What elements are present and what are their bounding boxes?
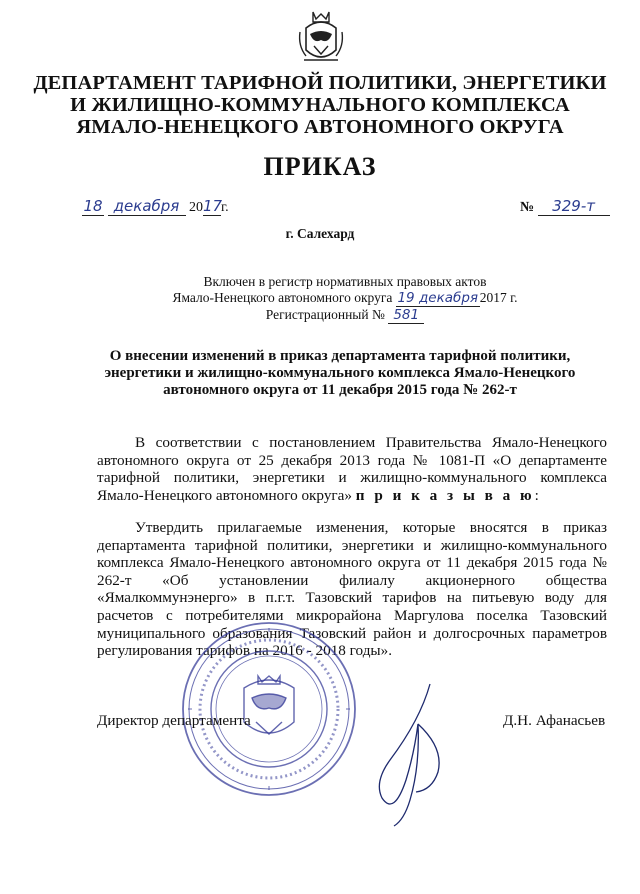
body-paragraph-1-text: В соответствии с постановлением Правительства Ямало-Ненецкого автономного округа от 25 декабря 2013 года № 1081-П «О департаменте тарифной политики, энергетики и жилищно-коммунального комплекса Ямало-Ненецкого автономного округа» <box>97 434 607 504</box>
order-number-value: 329-т <box>538 197 610 216</box>
department-name-line: И ЖИЛИЩНО-КОММУНАЛЬНОГО КОМПЛЕКСА <box>70 94 570 116</box>
registration-number: 581 <box>388 307 424 324</box>
body-paragraph-1-end: : <box>534 486 539 504</box>
order-date-year-suffix: 17 <box>203 197 223 215</box>
city: г. Салехард <box>285 226 355 241</box>
order-date-year-unit: г. <box>221 200 229 215</box>
registration-line-2 <box>150 290 540 307</box>
department-name <box>0 72 640 138</box>
registration-region: Ямало-Ненецкого автономного округа <box>172 290 393 305</box>
department-name-line: ЯМАЛО-НЕНЕЦКОГО АВТОНОМНОГО ОКРУГА <box>76 116 564 138</box>
body-paragraph-2: Утвердить прилагаемые изменения, которые вносятся в приказ департамента тарифной политики, энергетики и жилищно-коммунального комплекса Ямало-Ненецкого автономного округа от 11 декабря 2015 года № 262-т «Об установлении филиалу акционерного общества «Ямалкоммунэнерго» в п.г.т. Тазовский тарифов на питьевую воду для расчетов с потребителями микрорайона Маргулова поселка Тазовский муниципального образования Тазовский район и долгосрочных параметров регулирования тарифов на 2016 - 2018 годы». <box>97 519 607 660</box>
order-word: п р и к а з ы в а ю <box>355 486 535 504</box>
registration-line-1: Включен в регистр нормативных правовых актов <box>203 274 487 289</box>
official-seal-icon <box>178 618 360 800</box>
registration-number-label: Регистрационный № <box>265 307 385 322</box>
order-date-month: декабря <box>108 197 186 216</box>
registration-year: 2017 г. <box>479 290 518 305</box>
registration-block <box>150 274 540 324</box>
order-subject: О внесении изменений в приказ департамента тарифной политики, энергетики и жилищно-коммунального комплекса Ямало-Ненецкого автономного округа от 11 декабря 2015 года № 262-т <box>104 348 576 398</box>
order-date-day: 18 <box>83 197 103 215</box>
signatory-name: Д.Н. Афанасьев <box>503 712 606 729</box>
department-name-line: ДЕПАРТАМЕНТ ТАРИФНОЙ ПОЛИТИКИ, ЭНЕРГЕТИКИ <box>33 72 607 94</box>
coat-of-arms-icon <box>296 10 346 68</box>
registration-date: 19 декабря <box>397 290 479 306</box>
order-date <box>82 197 229 216</box>
order-number <box>520 197 610 216</box>
handwritten-signature-icon <box>360 680 470 830</box>
order-date-year-prefix: 20 <box>189 200 203 215</box>
signatory-title: Директор департамента <box>97 712 251 729</box>
body-paragraph-1 <box>97 434 607 504</box>
order-title: ПРИКАЗ <box>263 152 377 181</box>
order-number-label: № <box>520 200 535 215</box>
registration-line-3 <box>150 307 540 324</box>
